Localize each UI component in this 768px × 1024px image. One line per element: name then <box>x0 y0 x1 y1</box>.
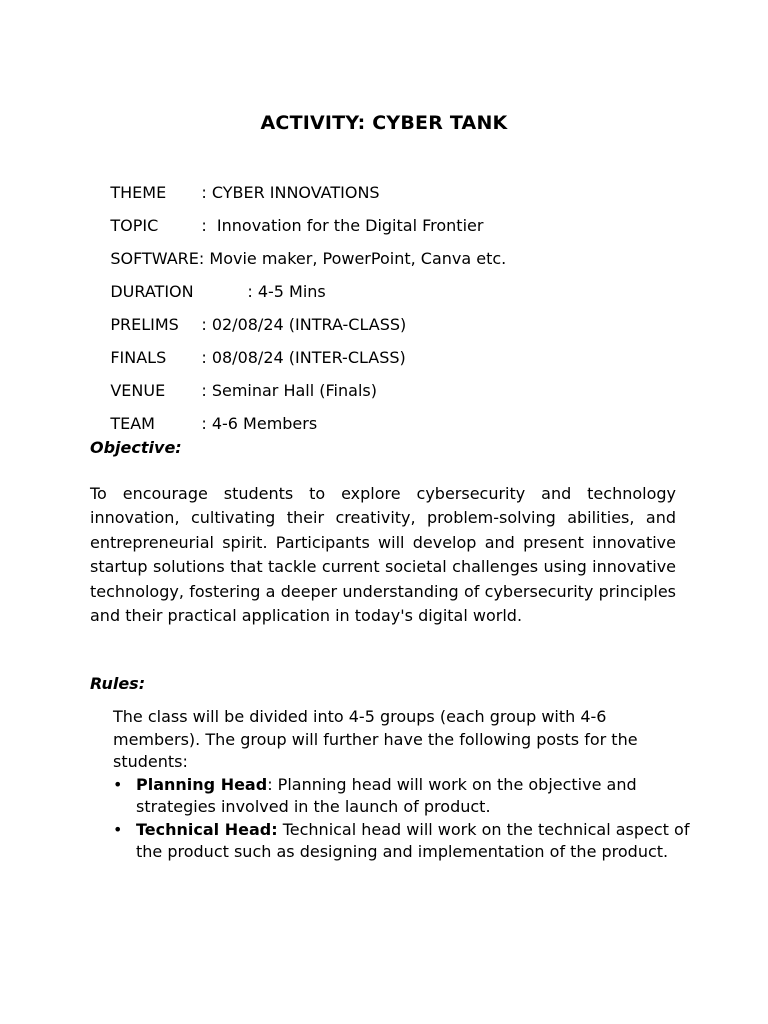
list-item <box>113 774 693 819</box>
info-value: : 02/08/24 (INTRA-CLASS) <box>201 315 407 334</box>
info-value: : Innovation for the Digital Frontier <box>201 216 484 235</box>
objective-heading: Objective: <box>90 438 182 457</box>
bullet-icon: • <box>113 774 123 794</box>
info-label: TEAM <box>110 414 155 433</box>
info-value: : Movie maker, PowerPoint, Canva etc. <box>198 249 507 268</box>
info-label: VENUE <box>110 381 166 400</box>
objective-paragraph: To encourage students to explore cybersecurity and technology innovation, cultivating their creativity, problem-solving abilities, and entrepreneurial spirit. Participants will develop and present innovative startup solutions that tackle current societal challenges using innovative technology, fostering a deeper understanding of cybersecurity principles and their practical application in today's digital world. <box>90 484 676 626</box>
info-value: : 4-6 Members <box>201 414 318 433</box>
info-label: PRELIMS <box>110 315 179 334</box>
document-title: ACTIVITY: CYBER TANK <box>260 112 508 134</box>
info-label: FINALS <box>110 348 167 367</box>
bullet-icon: • <box>113 819 123 839</box>
info-value: : CYBER INNOVATIONS <box>201 183 380 202</box>
info-label: DURATION <box>110 282 194 301</box>
list-item <box>113 819 693 864</box>
rules-block <box>113 706 693 864</box>
post-title: Planning Head <box>136 774 268 794</box>
post-description: : Planning head will work on the objective and strategies involved in the launch of product. <box>136 774 637 816</box>
rules-list <box>113 774 693 864</box>
info-label: TOPIC <box>110 216 159 235</box>
info-label: SOFTWARE <box>110 249 199 268</box>
post-description: Technical head will work on the technical aspect of the product such as designing and implementation of the product. <box>136 819 690 861</box>
rules-heading: Rules: <box>90 674 146 693</box>
rules-intro: The class will be divided into 4-5 groups (each group with 4-6 members). The group will further have the following posts for the students: <box>113 707 638 771</box>
info-label: THEME <box>110 183 167 202</box>
info-value: : 08/08/24 (INTER-CLASS) <box>201 348 406 367</box>
post-title: Technical Head: <box>136 819 278 839</box>
info-value: : 4-5 Mins <box>247 282 326 301</box>
info-value: : Seminar Hall (Finals) <box>201 381 377 400</box>
